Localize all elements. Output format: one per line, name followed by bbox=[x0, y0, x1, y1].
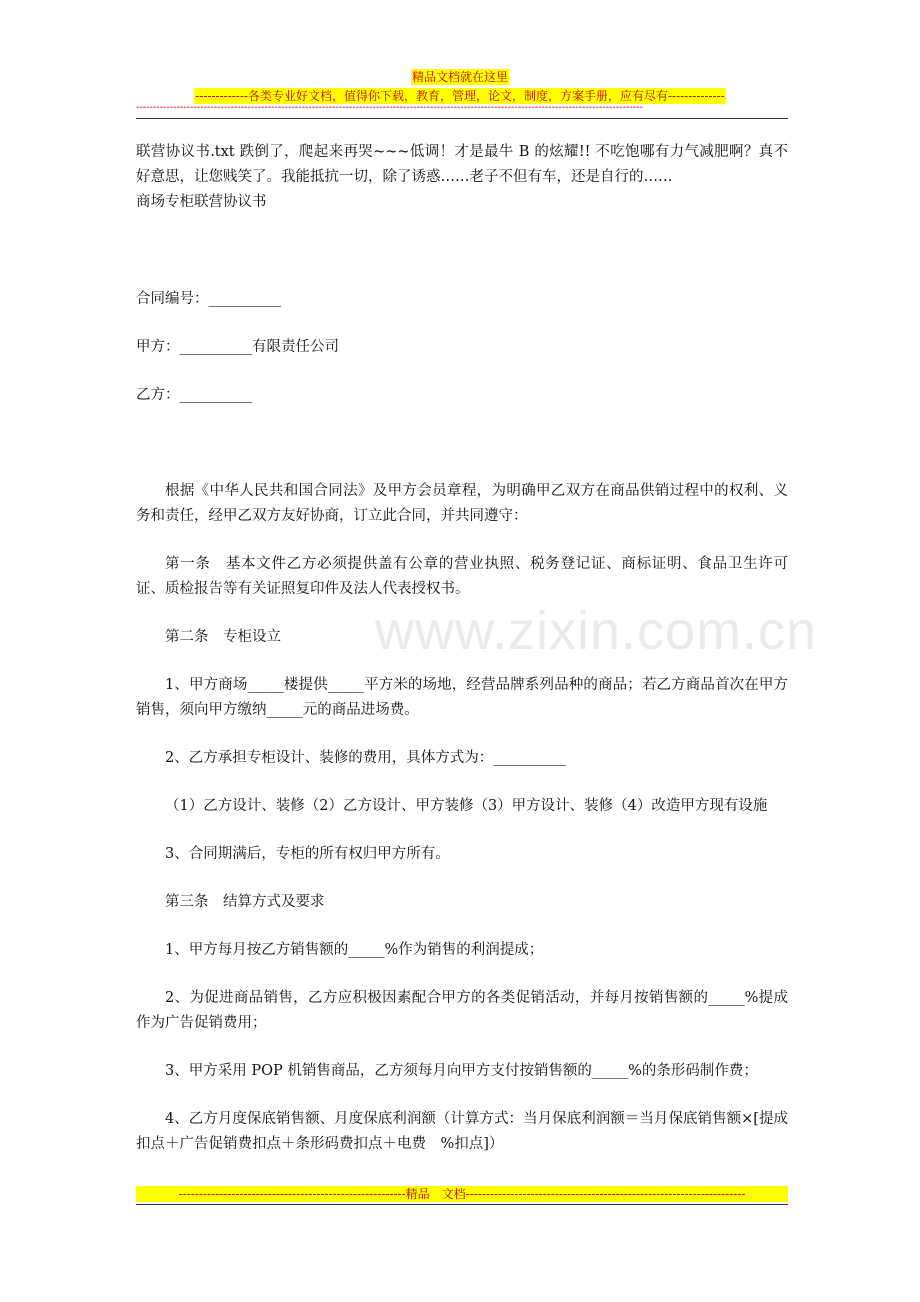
article-3-item-2: 2、为促进商品销售，乙方应积极因素配合甲方的各类促销活动，并每月按销售额的_____%提成作为广告促销费用； bbox=[136, 990, 788, 1031]
header-dash-rule: ------------------------------------------------------------------------------------------------------------------------------------------------------ bbox=[136, 103, 643, 113]
preamble-paragraph: 根据《中华人民共和国合同法》及甲方会员章程，为明确甲乙双方在商品供销过程中的权利、义务和责任，经甲乙双方友好协商，订立此合同，并共同遵守： bbox=[136, 483, 788, 524]
article-3-item-4: 4、乙方月度保底销售额、月度保底利润额（计算方式：当月保底利润额＝当月保底销售额×[提成扣点＋广告促销费扣点＋条形码费扣点＋电费 %扣点]） bbox=[136, 1111, 788, 1152]
article-2-item-1: 1、甲方商场_____楼提供_____平方米的场地，经营品牌系列品种的商品；若乙方商品首次在甲方销售，须向甲方缴纳_____元的商品进场费。 bbox=[136, 677, 788, 718]
watermark: www.zixin.com.cn bbox=[375, 601, 818, 661]
article-2-title: 第二条 专柜设立 bbox=[165, 629, 281, 645]
article-3-item-3: 3、甲方采用 POP 机销售商品，乙方须每月向甲方支付按销售额的_____%的条形码制作费； bbox=[165, 1063, 758, 1079]
article-2-item-2: 2、乙方承担专柜设计、装修的费用，具体方式为：__________ bbox=[165, 750, 566, 766]
header-title: 精品文档就在这里 bbox=[411, 70, 508, 84]
page-header bbox=[0, 66, 920, 104]
header-rule bbox=[136, 118, 788, 119]
party-a-field: 甲方：__________有限责任公司 bbox=[136, 339, 339, 355]
contract-number-field: 合同编号：__________ bbox=[136, 291, 281, 307]
document-body bbox=[136, 140, 788, 1157]
article-2-options: （1）乙方设计、装修（2）乙方设计、甲方装修（3）甲方设计、装修（4）改造甲方现有设施 bbox=[165, 798, 768, 814]
page-footer: --------------------------------------------------------精品 文档--------------------------------------------------------------------- bbox=[136, 1186, 788, 1202]
article-3-item-1: 1、甲方每月按乙方销售额的_____%作为销售的利润提成； bbox=[165, 942, 544, 958]
article-1: 第一条 基本文件乙方必须提供盖有公章的营业执照、税务登记证、商标证明、食品卫生许可证、质检报告等有关证照复印件及法人代表授权书。 bbox=[136, 556, 788, 597]
document-title: 商场专柜联营协议书 bbox=[136, 194, 267, 210]
article-2-item-3: 3、合同期满后，专柜的所有权归甲方所有。 bbox=[165, 846, 450, 862]
article-3-title: 第三条 结算方式及要求 bbox=[165, 894, 325, 910]
intro-line: 联营协议书.txt 跌倒了，爬起来再哭~~~低调！才是最牛 B 的炫耀!! 不吃饱哪有力气减肥啊？真不好意思，让您贱笑了。我能抵抗一切，除了诱惑……老子不但有车，还是自行的…… bbox=[136, 144, 788, 185]
party-b-field: 乙方：__________ bbox=[136, 387, 252, 403]
footer-rule bbox=[136, 1204, 788, 1205]
header-subtitle: -------------各类专业好文档，值得你下载，教育，管理，论文，制度，方案手册，应有尽有-------------- bbox=[195, 89, 725, 103]
